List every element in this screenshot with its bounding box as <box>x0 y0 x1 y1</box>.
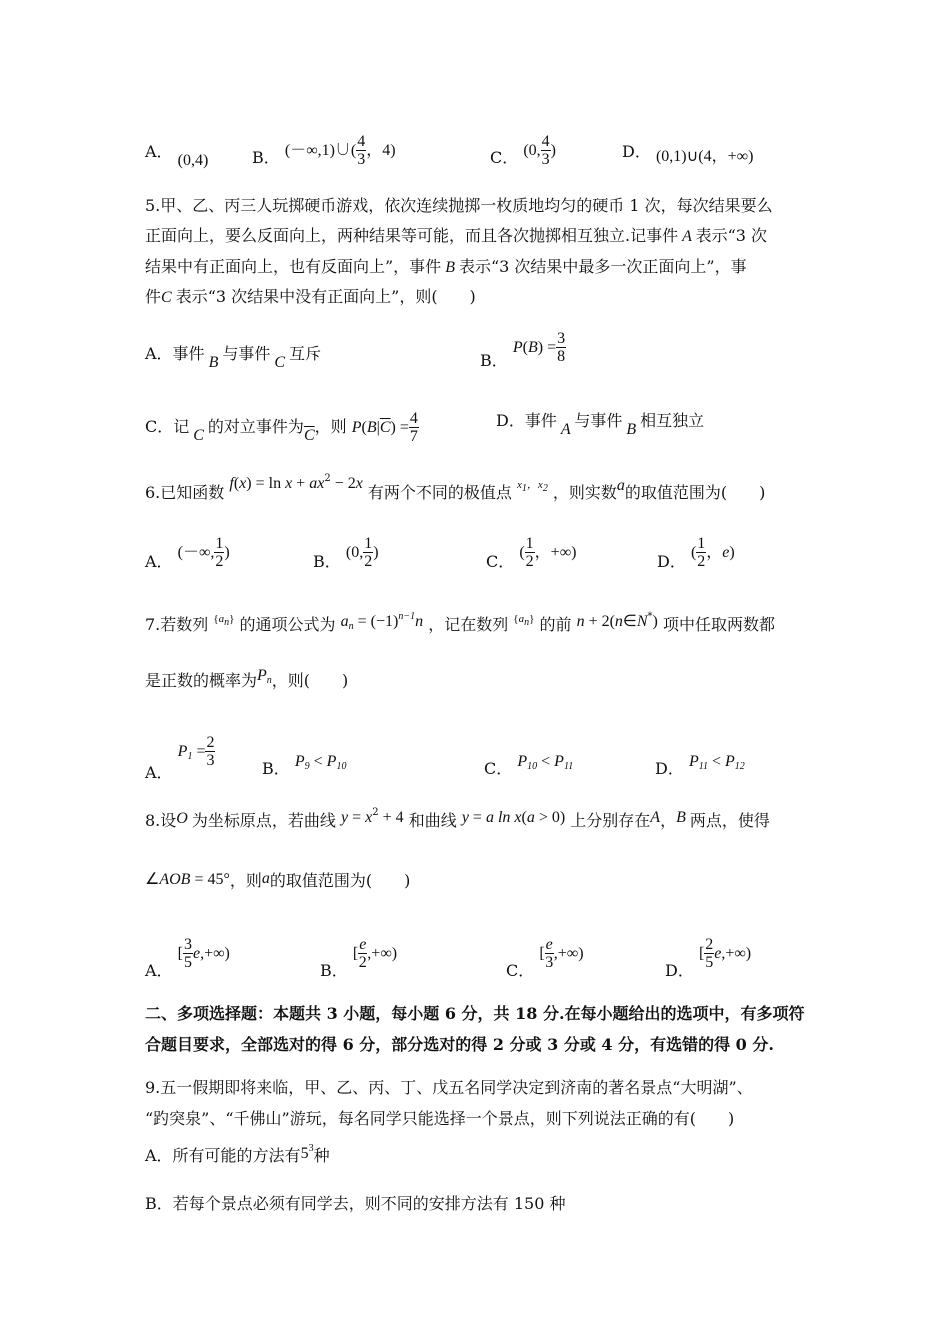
q8-text: 的取值范围为( ) <box>269 871 411 890</box>
q5-line-3-text: 结果中有正面向上，也有反面向上”，事件 <box>145 257 442 276</box>
q7-line-2: 是正数的概率为$P_n$，则( ) <box>145 667 349 690</box>
q9-option-b: B．若每个景点必须有同学去，则不同的安排方法有 150 种 <box>145 1194 566 1213</box>
option-text: 互斥 <box>289 344 322 363</box>
option-label: B． <box>252 148 280 167</box>
q5-line-4: 件C 表示“3 次结果中没有正面向上”，则( ) <box>145 287 476 306</box>
q5-line-2: 正面向上，要么反面向上，两种结果等可能，而且各次抛掷相互独立.记事件 A 表示“3 次 <box>145 226 768 245</box>
fraction-4-3: $\frac{4}{3}$ <box>357 133 366 168</box>
q5-option-d: D．事件 A 与事件 B 相互独立 <box>496 411 705 438</box>
q7-option-c: C． $P_{10} < P_{11}$ <box>484 753 574 778</box>
q8-line-1: 8.设O 为坐标原点，若曲线 $y = x^2 + 4$ 和曲线 y = a ln x(a > 0) 上分别存在A，B 两点，使得 <box>145 807 770 830</box>
option-label: C． <box>506 961 535 980</box>
option-text: A．所有可能的方法有 <box>145 1146 301 1165</box>
option-text: 相互独立 <box>640 411 705 430</box>
q6-text: 的取值范围为( ) <box>624 483 766 502</box>
option-text: 与事件 <box>222 344 271 363</box>
option-label: A． <box>145 961 173 980</box>
section-2-line-2: 合题目要求，全部选对的得 6 分，部分选对的得 2 分或 3 分或 4 分，有选错的得 0 分. <box>145 1035 774 1054</box>
option-label: D． <box>622 142 651 161</box>
q8-text: 上分别存在 <box>570 811 651 830</box>
q5-line-2-tail: 表示“3 次 <box>695 226 768 245</box>
q7-option-a: A． $P_1$ = $\frac{2}{3}$ <box>145 734 215 782</box>
fraction-1-2: $\frac{1}{2}$ <box>697 535 706 570</box>
q8-option-d: D． [ $\frac{2}{5}$ e,+∞) <box>665 936 752 980</box>
q8-text: 为坐标原点，若曲线 <box>191 811 336 830</box>
q5-option-a: A．事件 B 与事件 C 互斥 <box>145 344 322 371</box>
q5-line-2-text: 正面向上，要么反面向上，两种结果等可能，而且各次抛掷相互独立.记事件 <box>145 226 679 245</box>
q6-option-a: A． (－∞, $\frac{1}{2}$ ) <box>145 535 230 571</box>
q7-text: ，则( ) <box>271 671 349 690</box>
option-label: A． <box>145 763 173 782</box>
fraction-e-2: $\frac{e}{2}$ <box>358 936 367 971</box>
option-label: C． <box>484 759 513 778</box>
q7-option-d: D． $P_{11} < P_{12}$ <box>655 753 745 778</box>
fraction-2-3: $\frac{2}{3}$ <box>206 734 215 769</box>
option-label: D． <box>655 759 684 778</box>
q9-line-2: “趵突泉”、“千佛山”游玩，每名同学只能选择一个景点，则下列说法正确的有( ) <box>145 1109 735 1128</box>
q5-line-4-text: 件 <box>145 287 162 306</box>
q7-text: 的通项公式为 <box>239 615 336 634</box>
fraction-1-2: $\frac{1}{2}$ <box>364 535 373 570</box>
q8-text: 两点，使得 <box>689 811 770 830</box>
q8-text: 和曲线 <box>408 811 457 830</box>
q6-text: 有两个不同的极值点 <box>367 483 512 502</box>
q6-option-b: B． (0, $\frac{1}{2}$ ) <box>313 535 379 571</box>
option-label: B． <box>262 759 290 778</box>
q8-text: 8.设 <box>145 811 177 830</box>
q4-option-d: D． (0,1)∪(4，+∞) <box>622 142 754 165</box>
fraction-1-2: $\frac{1}{2}$ <box>525 535 534 570</box>
q5-line-3: 结果中有正面向上，也有反面向上”，事件 B 表示“3 次结果中最多一次正面向上”，事 <box>145 257 747 276</box>
q5-line-1: 5.甲、乙、丙三人玩掷硬币游戏，依次连续抛掷一枚质地均匀的硬币 1 次，每次结果要么 <box>145 196 773 215</box>
q7-option-b: B． $P_9 < P_{10}$ <box>262 753 347 778</box>
option-text: ，则 <box>314 417 347 436</box>
q5-line-3-tail: 表示“3 次结果中最多一次正面向上”，事 <box>458 257 747 276</box>
q8-line-2: ∠AOB = 45°，则a的取值范围为( ) <box>145 870 411 890</box>
fraction-e-3: $\frac{e}{3}$ <box>545 936 554 971</box>
q4-option-b: B． (－∞,1)∪( $\frac{4}{3}$ ，4) <box>252 133 396 168</box>
q7-text: 项中任取两数都 <box>662 615 775 634</box>
q4-option-c: C． (0, $\frac{4}{3}$ ) <box>490 133 556 168</box>
q6-text: 6.已知函数 <box>145 483 225 502</box>
q4-option-a: A． (0,4) <box>145 142 209 169</box>
option-text: C．记 <box>145 417 190 436</box>
fraction-1-2: $\frac{1}{2}$ <box>215 535 224 570</box>
q8-option-a: A． [ $\frac{3}{5}$ e,+∞) <box>145 936 230 980</box>
option-text: 与事件 <box>574 411 623 430</box>
option-label: A． <box>145 552 173 571</box>
option-label: D． <box>665 961 694 980</box>
option-text: A．事件 <box>145 344 205 363</box>
q6-text: ，则实数 <box>552 483 617 502</box>
section-2-line-1: 二、多项选择题：本题共 3 小题，每小题 6 分，共 18 分.在每小题给出的选项中，有多项符 <box>145 1004 805 1023</box>
q8-text: ，则 <box>229 871 262 890</box>
q6-line-1: 6.已知函数 $f(x) = \ln x + ax^2 - 2x$ 有两个不同的极值点 $^{x1,x2}$ ，则实数a的取值范围为( ) <box>145 473 766 502</box>
q7-text: 7.若数列 <box>145 615 209 634</box>
option-label: C． <box>490 148 519 167</box>
fraction-3-8: $\frac{3}{8}$ <box>557 330 566 365</box>
q8-option-c: C． [ $\frac{e}{3}$ ,+∞) <box>506 936 584 980</box>
q9-option-a: A．所有可能的方法有$5^3$种 <box>145 1143 330 1165</box>
q5-option-c: C．记 C 的对立事件为$\overline{C}$，则 $P(B|\overline{C})$ = $\frac{4}{7}$ <box>145 410 418 445</box>
option-label: C． <box>486 552 515 571</box>
option-text: D．事件 <box>496 411 557 430</box>
q7-text: 的前 <box>539 615 572 634</box>
option-text: 种 <box>313 1146 330 1165</box>
q5-option-b: B． P(B) = $\frac{3}{8}$ <box>480 330 566 370</box>
option-label: B． <box>320 961 348 980</box>
q5-line-4-tail: 表示“3 次结果中没有正面向上”，则( ) <box>175 287 476 306</box>
q7-text: ，记在数列 <box>428 615 509 634</box>
option-label: D． <box>657 552 686 571</box>
fraction-2-5: $\frac{2}{5}$ <box>705 936 714 971</box>
q9-line-1: 9.五一假期即将来临，甲、乙、丙、丁、戊五名同学决定到济南的著名景点“大明湖”、 <box>145 1078 753 1097</box>
q6-option-c: C． ( $\frac{1}{2}$ ，+∞) <box>486 535 577 571</box>
q7-text: 是正数的概率为 <box>145 671 258 690</box>
option-label: B． <box>480 351 508 370</box>
option-label: B． <box>313 552 341 571</box>
q8-option-b: B． [ $\frac{e}{2}$ ,+∞) <box>320 936 398 980</box>
fraction-4-3: $\frac{4}{3}$ <box>541 133 550 168</box>
q6-option-d: D． ( $\frac{1}{2}$ ，e) <box>657 535 735 571</box>
option-label: A． <box>145 142 173 161</box>
fraction-3-5: $\frac{3}{5}$ <box>183 936 192 971</box>
q7-line-1: 7.若数列 $^{\{an\}}$ 的通项公式为 $a_n = (-1)^{n-1}n$ ，记在数列 $^{\{an\}}$ 的前 n + 2(n∈N*) 项中任取两数都 <box>145 611 775 634</box>
fraction-4-7: $\frac{4}{7}$ <box>409 410 418 445</box>
option-text: 的对立事件为 <box>207 417 304 436</box>
